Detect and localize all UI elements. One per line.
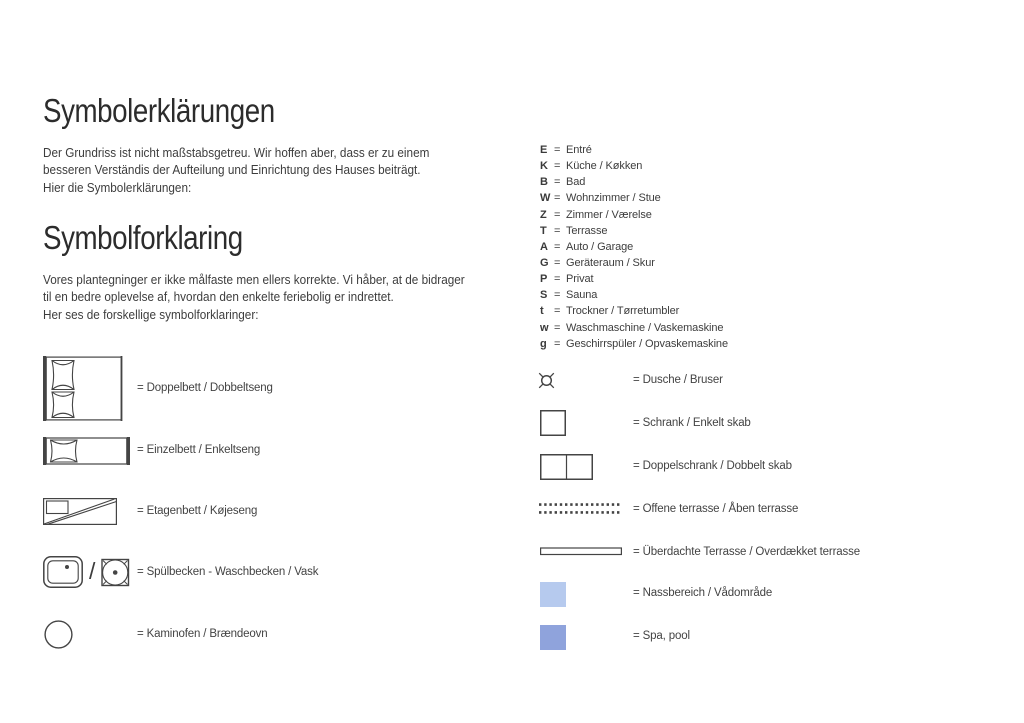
room-code-row xyxy=(540,190,728,206)
room-code-label: Wohnzimmer / Stue xyxy=(566,192,661,205)
double-bed-icon xyxy=(43,356,125,421)
kitchen-sink-icon xyxy=(43,556,83,588)
room-code-row xyxy=(540,223,728,239)
room-code-key: T xyxy=(540,224,547,237)
room-code-row xyxy=(540,158,728,174)
legend-label: = Nassbereich / Vådområde xyxy=(633,587,773,599)
legend-label: = Doppelschrank / Dobbelt skab xyxy=(633,460,792,472)
equals-sign: = xyxy=(554,224,561,237)
equals-sign: = xyxy=(554,289,561,302)
equals-sign: = xyxy=(554,257,561,270)
equals-sign: = xyxy=(554,144,561,157)
legend-label: = Einzelbett / Enkeltseng xyxy=(137,444,261,456)
room-code-label: Bad xyxy=(566,176,586,189)
paragraph-line: besseren Verständis der Aufteilung und Einrichtung des Hauses beiträgt. xyxy=(43,163,421,178)
equals-sign: = xyxy=(554,192,561,205)
room-code-key: G xyxy=(540,257,549,270)
sink-basin-icon xyxy=(43,556,130,588)
room-code-key: t xyxy=(540,305,544,318)
paragraph-line: til en bedre oplevelse af, hvordan den enkelte feriebolig er indrettet. xyxy=(43,290,394,305)
room-code-row xyxy=(540,255,728,271)
room-code-label: Zimmer / Værelse xyxy=(566,208,652,221)
paragraph-line: Vores plantegninger er ikke målfaste men ellers korrekte. Vi håber, at de bidrager xyxy=(43,273,465,287)
room-code-label: Terrasse xyxy=(566,224,608,237)
room-code-key: w xyxy=(540,321,549,334)
room-code-key: B xyxy=(540,176,548,189)
slash-separator: / xyxy=(89,557,96,584)
equals-sign: = xyxy=(554,273,561,286)
paragraph-line: Der Grundriss ist nicht maßstabsgetreu. Wir hoffen aber, dass er zu einem xyxy=(43,146,430,160)
room-code-key: S xyxy=(540,289,548,302)
shower-icon xyxy=(537,371,556,390)
bunk-bed-icon xyxy=(43,498,117,525)
legend-label: = Spülbecken - Waschbecken / Vask xyxy=(137,566,319,578)
page-title-danish: Symbolforklaring xyxy=(43,219,243,256)
single-bed-icon xyxy=(43,437,130,465)
equals-sign: = xyxy=(554,208,561,221)
legend-label: = Spa, pool xyxy=(633,630,690,642)
room-code-label: Trockner / Tørretumbler xyxy=(566,305,680,318)
equals-sign: = xyxy=(554,160,561,173)
legend-label: = Überdachte Terrasse / Overdækket terrasse xyxy=(633,546,860,558)
wash-basin-icon xyxy=(101,557,130,587)
intro-paragraph-danish xyxy=(43,272,465,324)
room-code-label: Auto / Garage xyxy=(566,240,634,253)
legend-label: = Kaminofen / Brændeovn xyxy=(137,628,268,640)
room-code-row xyxy=(540,142,728,158)
wet-area-swatch xyxy=(540,582,566,607)
room-code-key: P xyxy=(540,273,548,286)
room-code-label: Sauna xyxy=(566,289,598,302)
page-title-german: Symbolerklärungen xyxy=(43,92,275,129)
room-code-row xyxy=(540,271,728,287)
equals-sign: = xyxy=(554,337,561,350)
room-code-row xyxy=(540,207,728,223)
room-code-label: Privat xyxy=(566,273,594,286)
room-code-label: Geräteraum / Skur xyxy=(566,257,655,270)
room-code-row xyxy=(540,303,728,319)
legend-label: = Dusche / Bruser xyxy=(633,374,723,386)
room-code-label: Küche / Køkken xyxy=(566,160,643,173)
intro-paragraph-german xyxy=(43,145,429,197)
stove-icon xyxy=(44,620,73,649)
room-code-row xyxy=(540,239,728,255)
legend-label: = Offene terrasse / Åben terrasse xyxy=(633,503,799,515)
covered-terrace-icon xyxy=(540,547,622,556)
room-code-key: g xyxy=(540,337,547,350)
equals-sign: = xyxy=(554,240,561,253)
room-code-key: E xyxy=(540,144,548,157)
room-code-row xyxy=(540,320,728,336)
equals-sign: = xyxy=(554,305,561,318)
room-code-label: Waschmaschine / Vaskemaskine xyxy=(566,321,724,334)
double-wardrobe-icon xyxy=(540,454,593,480)
wet-area-color xyxy=(540,582,566,607)
room-code-row xyxy=(540,287,728,303)
room-code-row xyxy=(540,336,728,352)
spa-pool-color xyxy=(540,625,566,650)
room-code-key: K xyxy=(540,160,548,173)
open-terrace-icon xyxy=(538,503,622,515)
room-code-key: A xyxy=(540,240,548,253)
spa-pool-swatch xyxy=(540,625,566,650)
room-code-row xyxy=(540,174,728,190)
room-code-label: Entré xyxy=(566,144,592,157)
room-code-key: Z xyxy=(540,208,547,221)
legend-label: = Etagenbett / Køjeseng xyxy=(137,505,258,517)
room-code-list xyxy=(540,142,728,352)
equals-sign: = xyxy=(554,176,561,189)
room-code-label: Geschirrspüler / Opvaskemaskine xyxy=(566,337,728,350)
legend-label: = Doppelbett / Dobbeltseng xyxy=(137,382,273,394)
paragraph-line: Hier die Symbolerklärungen: xyxy=(43,180,192,195)
equals-sign: = xyxy=(554,321,561,334)
wardrobe-icon xyxy=(540,410,566,436)
paragraph-line: Her ses de forskellige symbolforklaringer: xyxy=(43,307,259,322)
legend-label: = Schrank / Enkelt skab xyxy=(633,417,751,429)
room-code-key: W xyxy=(540,192,551,205)
